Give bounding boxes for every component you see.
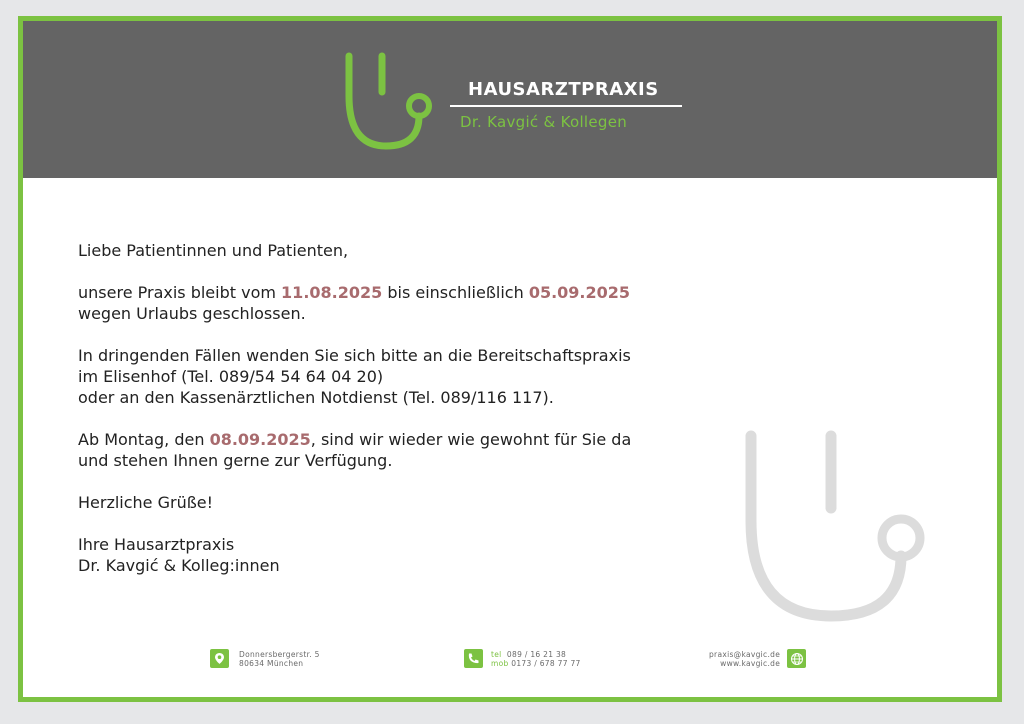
closure-paragraph: unsere Praxis bleibt vom 11.08.2025 bis einschließlich 05.09.2025 wegen Urlaubs geschlossen. [78, 283, 631, 323]
mob-line: mob 0173 / 678 77 77 [491, 658, 581, 668]
location-pin-icon [210, 649, 229, 668]
signature: Ihre Hausarztpraxis Dr. Kavgić & Kolleg:innen [78, 535, 280, 575]
brand-title: HAUSARZTPRAXIS [468, 79, 659, 100]
stethoscope-watermark-icon [741, 426, 926, 626]
email-link[interactable]: praxis@kavgic.de [709, 649, 781, 659]
address-city: 80634 München [239, 658, 304, 668]
globe-icon [787, 649, 806, 668]
return-date: 08.09.2025 [209, 430, 311, 449]
footer-phone [464, 649, 581, 668]
greeting: Herzliche Grüße! [78, 493, 214, 512]
header-banner [23, 21, 997, 178]
notice-card [18, 16, 1002, 702]
closure-end-date: 05.09.2025 [528, 283, 631, 302]
urgent-paragraph: In dringenden Fällen wenden Sie sich bitte an die Bereitschaftspraxis im Elisenhof (Tel. 089/54 54 64 04 20) oder an den Kassenärztlichen Notdienst (Tel. 089/116 117). [78, 346, 631, 407]
phone-icon [464, 649, 483, 668]
closure-start-date: 11.08.2025 [281, 283, 383, 302]
address-street: Donnersbergerstr. 5 [239, 649, 320, 659]
salutation: Liebe Patientinnen und Patienten, [78, 241, 349, 260]
brand-subtitle: Dr. Kavgić & Kollegen [460, 113, 628, 131]
brand-divider [450, 105, 682, 107]
footer-address [210, 649, 320, 668]
footer-web [709, 649, 806, 668]
stethoscope-logo-icon [341, 50, 436, 152]
return-paragraph: Ab Montag, den 08.09.2025, sind wir wieder wie gewohnt für Sie da und stehen Ihnen gerne zur Verfügung. [78, 430, 632, 470]
tel-line: tel 089 / 16 21 38 [491, 649, 567, 659]
letter-body [78, 240, 718, 597]
website-link[interactable]: www.kavgic.de [720, 658, 781, 668]
